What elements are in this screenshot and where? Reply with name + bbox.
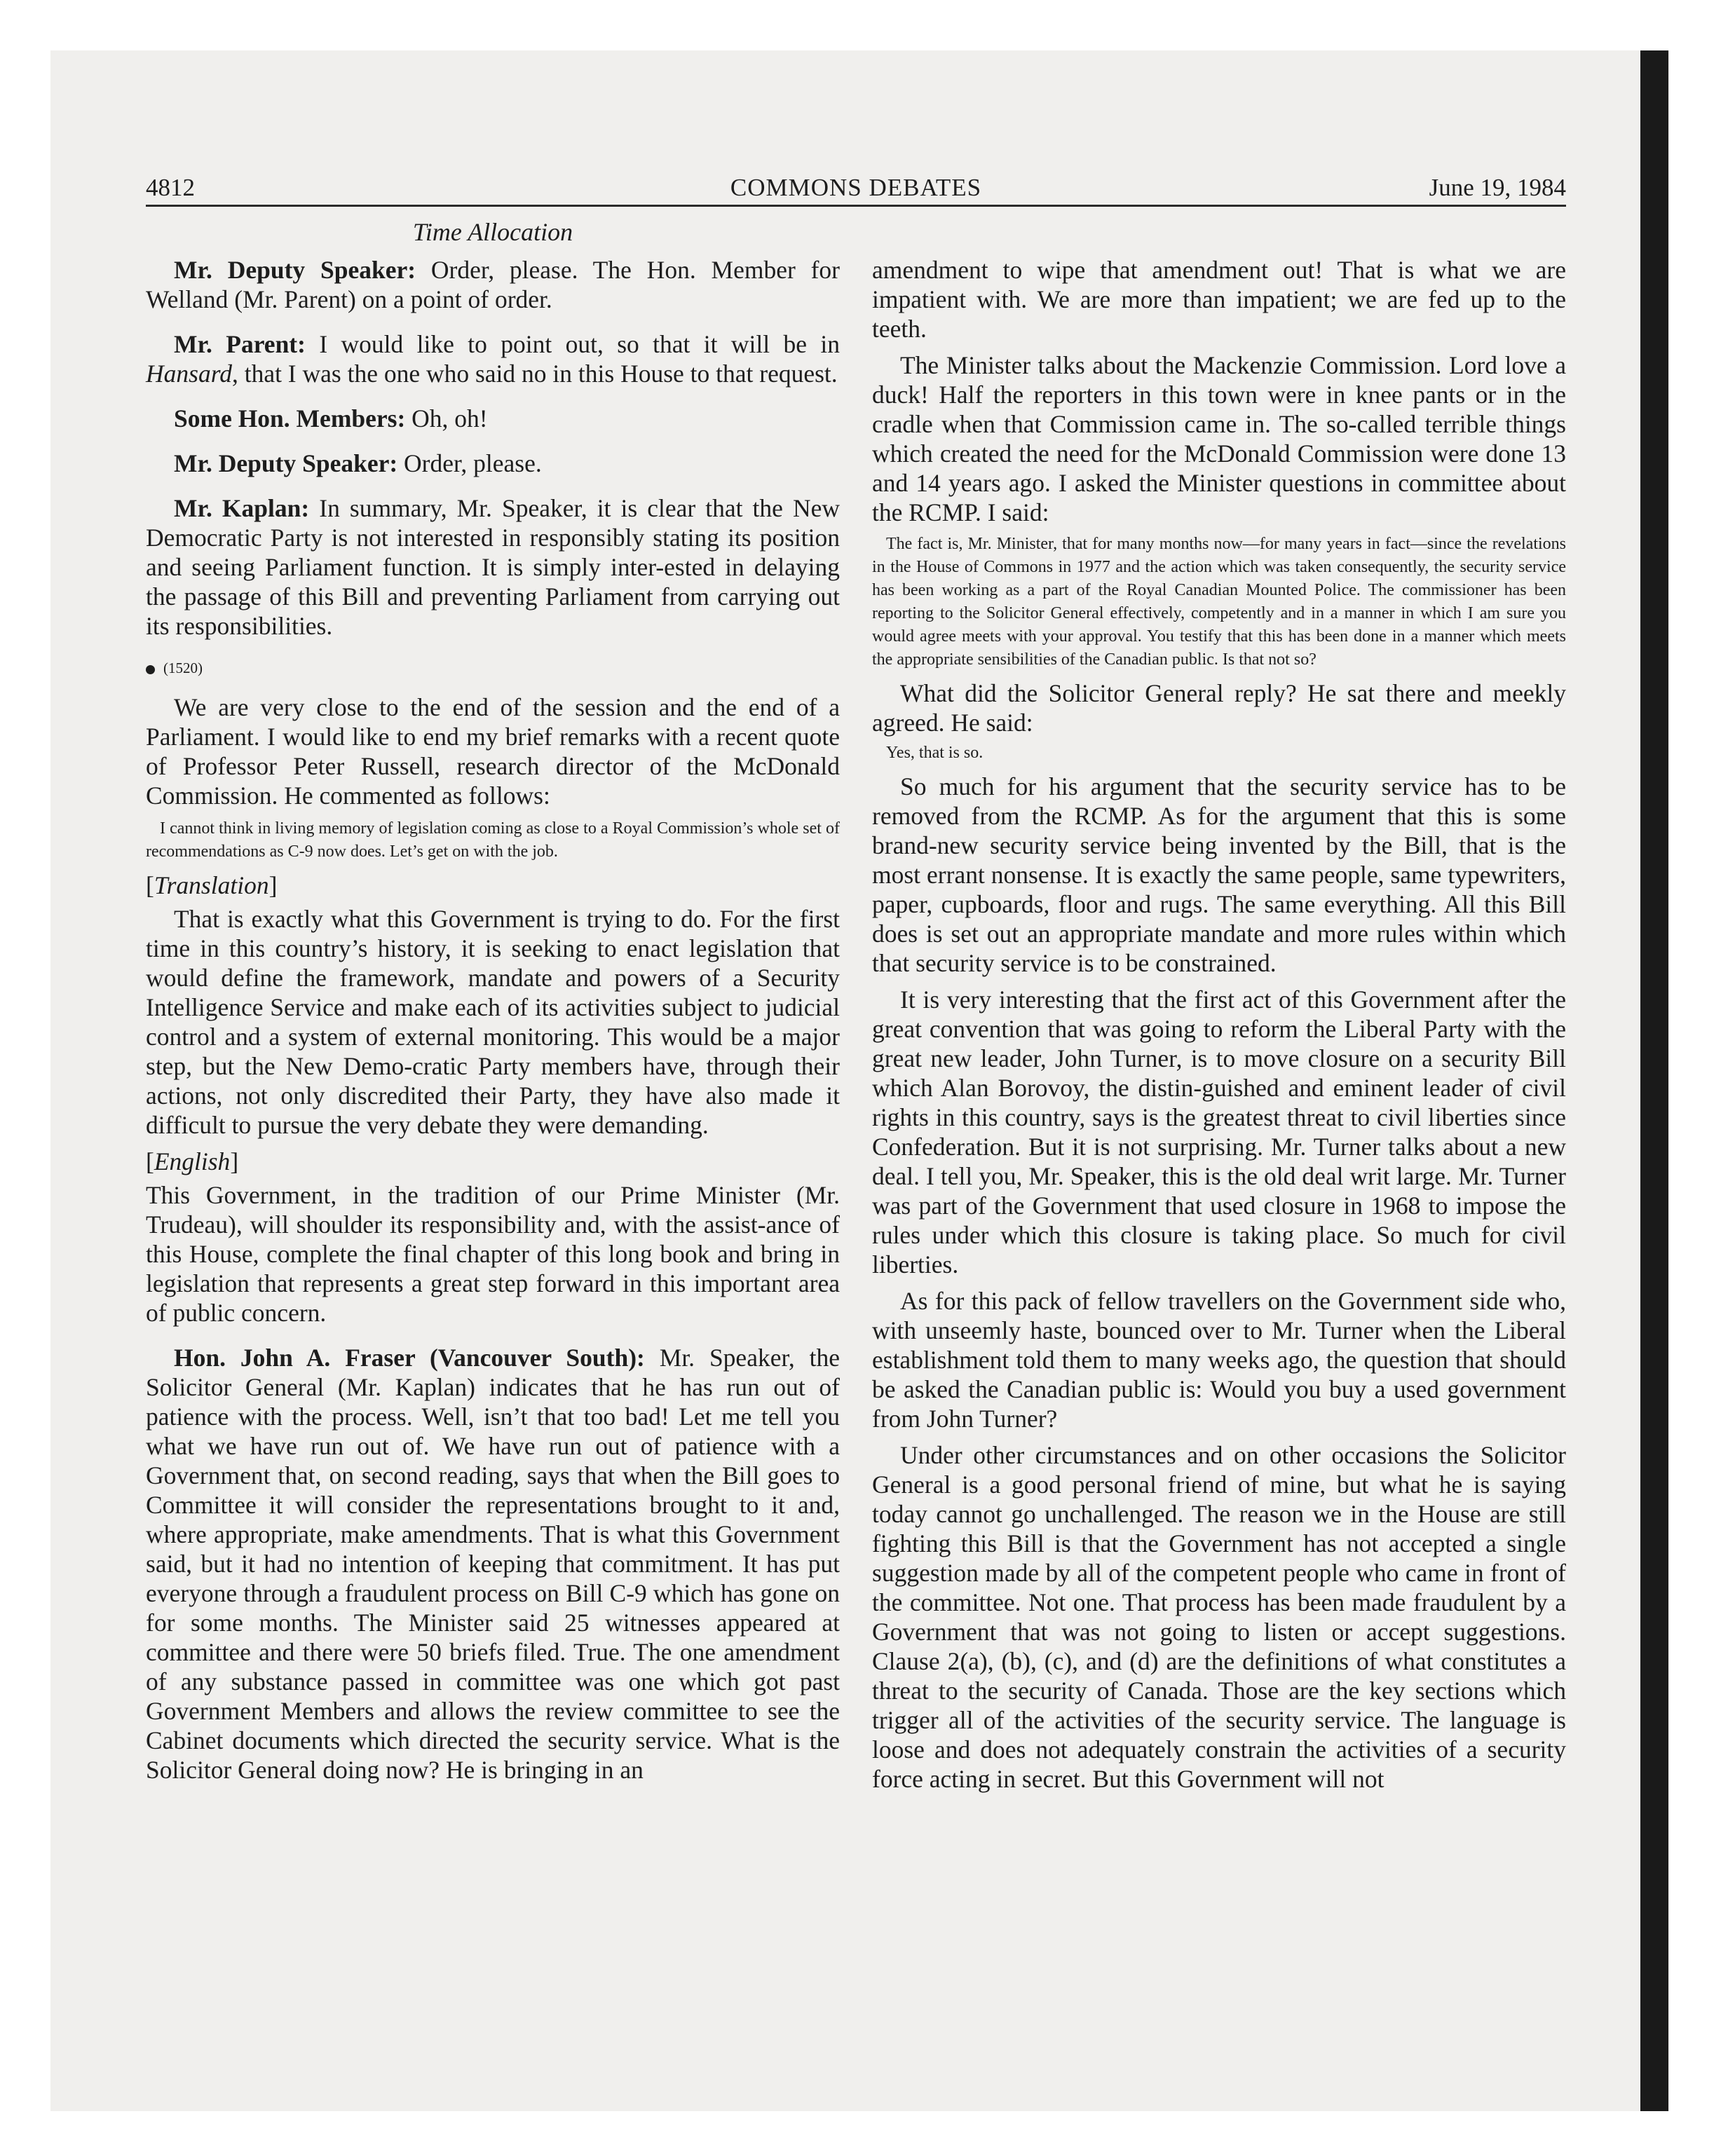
paragraph	[146, 493, 840, 641]
language-tag-text: English	[154, 1147, 231, 1175]
block-quote: I cannot think in living memory of legislation coming as close to a Royal Commission’s whole set of recommendations as C-9 now does. Let’s get on with the job.	[146, 819, 840, 861]
paragraph: amendment to wipe that amendment out! That is what we are impatient with. We are more than impatient; we are fed up to the teeth.	[872, 256, 1566, 343]
binding-edge	[1640, 50, 1668, 2111]
paragraph: The Minister talks about the Mackenzie Commission. Lord love a duck! Half the reporters in this town were in knee pants or in the cradle when that Commission came in. The so-called terrible things which created the need for the McDonald Commission were done 13 and 14 years ago. I asked the Minister questions in committee about the RCMP. I said:	[872, 351, 1566, 526]
publication-title: COMMONS DEBATES	[730, 174, 982, 201]
speech-text: , that I was the one who said no in this House to that request.	[231, 360, 838, 388]
bullet-icon	[146, 665, 155, 674]
speaker-name: Mr. Kaplan:	[174, 494, 310, 522]
speech-text: Oh, oh!	[405, 404, 488, 432]
block-quote: Yes, that is so.	[886, 744, 984, 762]
speech-text: Mr. Speaker, the Solicitor General (Mr. Kaplan) indicates that he has run out of patience with the process. Well, isn’t that too bad! Let me tell you what we have run out of. We have run out of patience with a Government that, on second reading, says that when the Bill goes to Committee it will consider the representations brought to it and, where appropriate, make amendments. That is what this Government said, but it had no intention of keeping that commitment. It has put everyone through a fraudulent process on Bill C-9 which has gone on for some months. The Minister said 25 witnesses appeared at committee and there were 50 briefs filed. True. The one amendment of any substance passed in committee was one which got past Government Members and allows the review committee to see the Cabinet documents which directed the security service. What is the Solicitor General doing now? He is bringing in an	[146, 1344, 840, 1784]
paragraph	[146, 1343, 840, 1785]
paragraph: So much for his argument that the security service has to be removed from the RCMP. As for the argument that this is some brand-new security service being invented by the Bill, that is the most errant nonsense. It is exactly the same people, same typewriters, paper, cupboards, floor and rugs. The same everything. All this Bill does is set out an appropriate mandate and more rules within which that security service is to be constrained.	[872, 772, 1566, 977]
right-column	[872, 255, 1566, 1794]
language-tag-text: Translation	[154, 871, 269, 899]
paragraph: That is exactly what this Government is trying to do. For the first time in this country’s history, it is seeking to enact legislation that would define the framework, mandate and powers of a Security Intelligence Service and make each of its activities subject to judicial control and a system of external monitoring. This would be a major step, but the New Demo-cratic Party members have, through their actions, not only discredited their Party, they have also made it difficult to pursue the very debate they were demanding.	[146, 905, 840, 1139]
timestamp	[146, 657, 840, 678]
speaker-name: Some Hon. Members:	[174, 404, 406, 432]
paragraph: It is very interesting that the first act of this Government after the great convention that was going to reform the Liberal Party with the great new leader, John Turner, is to move closure on a security Bill which Alan Borovoy, the distin-guished and eminent leader of civil rights in this country, says is the greatest threat to civil liberties since Confederation. But it is not surprising. Mr. Turner talks about a new deal. I tell you, Mr. Speaker, this is the old deal writ large. Mr. Turner was part of the Government that used closure in 1968 to impose the rules under which this closure is taking place. So much for civil liberties.	[872, 985, 1566, 1278]
timestamp-text: (1520)	[163, 660, 203, 676]
issue-date: June 19, 1984	[1429, 174, 1566, 201]
speech-text: In summary, Mr. Speaker, it is clear that the New Democratic Party is not interested in responsibly stating its position and seeing Parliament function. It is simply inter-ested in delaying the passage of this Bill and preventing Parliament from carrying out its responsibilities.	[146, 494, 840, 640]
language-tag: [Translation]	[146, 871, 278, 899]
speaker-name: Mr. Deputy Speaker:	[174, 449, 398, 477]
paragraph: As for this pack of fellow travellers on the Government side who, with unseemly haste, bounced over to Mr. Turner when the Liberal establishment told them to many weeks ago, the question that should be asked the Canadian public is: Would you buy a used government from John Turner?	[872, 1287, 1566, 1433]
paragraph: We are very close to the end of the session and the end of a Parliament. I would like to end my brief remarks with a recent quote of Professor Peter Russell, research director of the McDonald Commission. He commented as follows:	[146, 693, 840, 810]
paragraph	[146, 329, 840, 388]
speaker-name: Mr. Deputy Speaker:	[174, 256, 416, 284]
page-header	[146, 163, 1566, 207]
paragraph: Under other circumstances and on other occasions the Solicitor General is a good personal friend of mine, but what he is saying today cannot go unchallenged. The reason we in the House are still fighting this Bill is that the Government has not accepted a single suggestion made by all of the competent people who came in front of the committee. Not one. That process has been made fraudulent by a Government that was not going to listen or accept suggestions. Clause 2(a), (b), (c), and (d) are the definitions of what constitutes a threat to the security of Canada. Those are the key sections which trigger all of the activities of the security service. The language is loose and does not adequately constrain the activities of a security force acting in secret. But this Government will not	[872, 1441, 1566, 1793]
paragraph: This Government, in the tradition of our Prime Minister (Mr. Trudeau), will shoulder its responsibility and, with the assist-ance of this House, complete the final chapter of this long book and bring in legislation that represents a great step forward in this important area of public concern.	[146, 1181, 840, 1327]
paragraph	[146, 255, 840, 314]
speaker-name: Hon. John A. Fraser (Vancouver South):	[174, 1344, 645, 1372]
speech-text: Order, please.	[397, 449, 542, 477]
page-number: 4812	[146, 174, 195, 201]
paragraph: What did the Solicitor General reply? He sat there and meekly agreed. He said:	[872, 679, 1566, 737]
section-title: Time Allocation	[412, 218, 573, 246]
left-column	[146, 255, 840, 1785]
italic-term: Hansard	[146, 360, 232, 388]
paragraph	[146, 449, 840, 478]
speech-text: I would like to point out, so that it will be in	[305, 330, 840, 358]
speaker-name: Mr. Parent:	[174, 330, 306, 358]
paragraph	[146, 404, 840, 433]
speech-text: Order, please. The Hon. Member for Welland (Mr. Parent) on a point of order.	[146, 256, 840, 313]
block-quote: The fact is, Mr. Minister, that for many months now—for many years in fact—since the revelations in the House of Commons in 1977 and the action which was taken consequently, the security service has been working as a part of the Royal Canadian Mounted Police. The commissioner has been reporting to the Solicitor General effectively, competently and in a manner in which I am sure you would agree meets with your approval. You testify that this has been done in a manner which meets the appropriate sensibilities of the Canadian public. Is that not so?	[872, 535, 1566, 669]
language-tag: [English]	[146, 1147, 239, 1175]
